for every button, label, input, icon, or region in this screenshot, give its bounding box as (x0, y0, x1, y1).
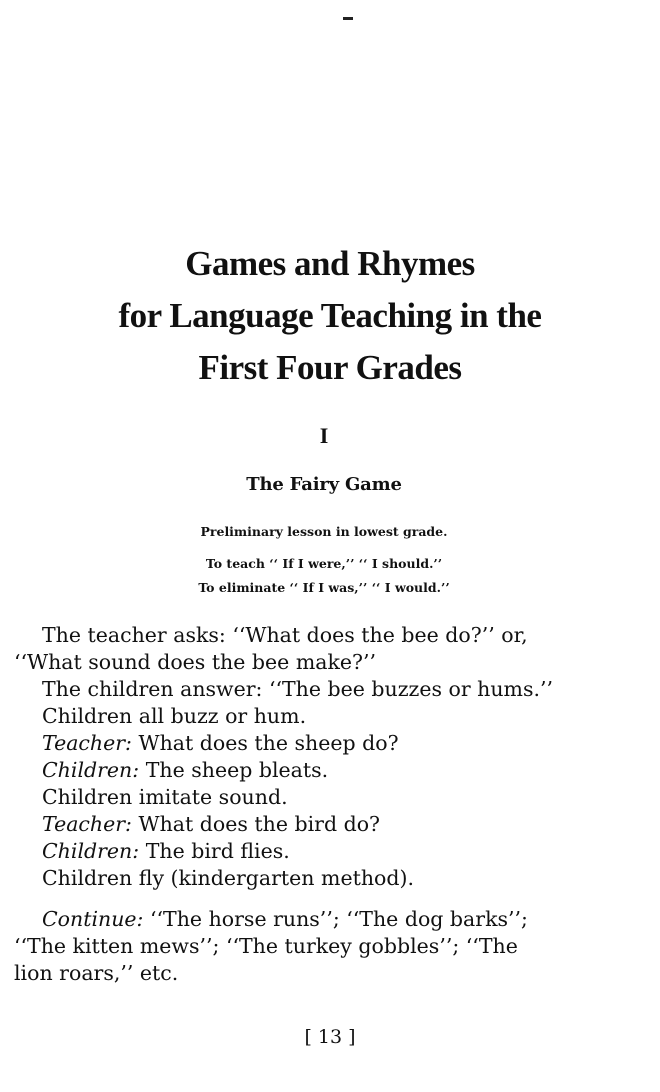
eliminate-note: To eliminate ‘‘ If I was,’’ ‘‘ I would.’’ (198, 580, 450, 595)
body-line: ‘‘The kitten mews’’; ‘‘The turkey gobbles’’; ‘‘The (14, 934, 518, 958)
continue-line (14, 906, 644, 933)
section-title: The Fairy Game (246, 474, 402, 495)
dialogue-line (14, 811, 644, 838)
dialogue-text: The sheep bleats. (145, 758, 329, 782)
body-line: Children all buzz or hum. (42, 704, 307, 728)
speaker-label: Teacher: (42, 812, 132, 836)
page-number: [ 13 ] (304, 1026, 356, 1048)
paragraph-gap (14, 892, 644, 906)
speaker-label: Children: (42, 839, 140, 863)
speaker-label: Children: (42, 758, 140, 782)
lesson-note: Preliminary lesson in lowest grade. (200, 524, 448, 539)
section-number: I (319, 423, 329, 448)
dialogue-text: The bird flies. (145, 839, 290, 863)
body-line: Children fly (kindergarten method). (42, 866, 415, 890)
dialogue-line (14, 730, 644, 757)
lesson-body (14, 622, 644, 987)
speaker-label: Teacher: (42, 731, 132, 755)
print-mark (343, 17, 353, 20)
title-line-2: for Language Teaching in the (118, 296, 542, 335)
body-line: The children answer: ‘‘The bee buzzes or hums.’’ (42, 677, 554, 701)
dialogue-line (14, 757, 644, 784)
dialogue-text: What does the sheep do? (138, 731, 399, 755)
body-line: ‘‘What sound does the bee make?’’ (14, 650, 377, 674)
body-line: lion roars,’’ etc. (14, 961, 179, 985)
title-line-3: First Four Grades (198, 348, 462, 387)
continue-label: Continue: (42, 907, 144, 931)
dialogue-line (14, 838, 644, 865)
body-line: Children imitate sound. (42, 785, 288, 809)
chapter-title (0, 238, 660, 394)
title-line-1: Games and Rhymes (185, 244, 475, 283)
dialogue-text: What does the bird do? (138, 812, 381, 836)
body-line: The teacher asks: ‘‘What does the bee do?’’ or, (42, 623, 528, 647)
teach-note: To teach ‘‘ If I were,’’ ‘‘ I should.’’ (205, 556, 443, 571)
continue-text: ‘‘The horse runs’’; ‘‘The dog barks’’; (150, 907, 528, 931)
